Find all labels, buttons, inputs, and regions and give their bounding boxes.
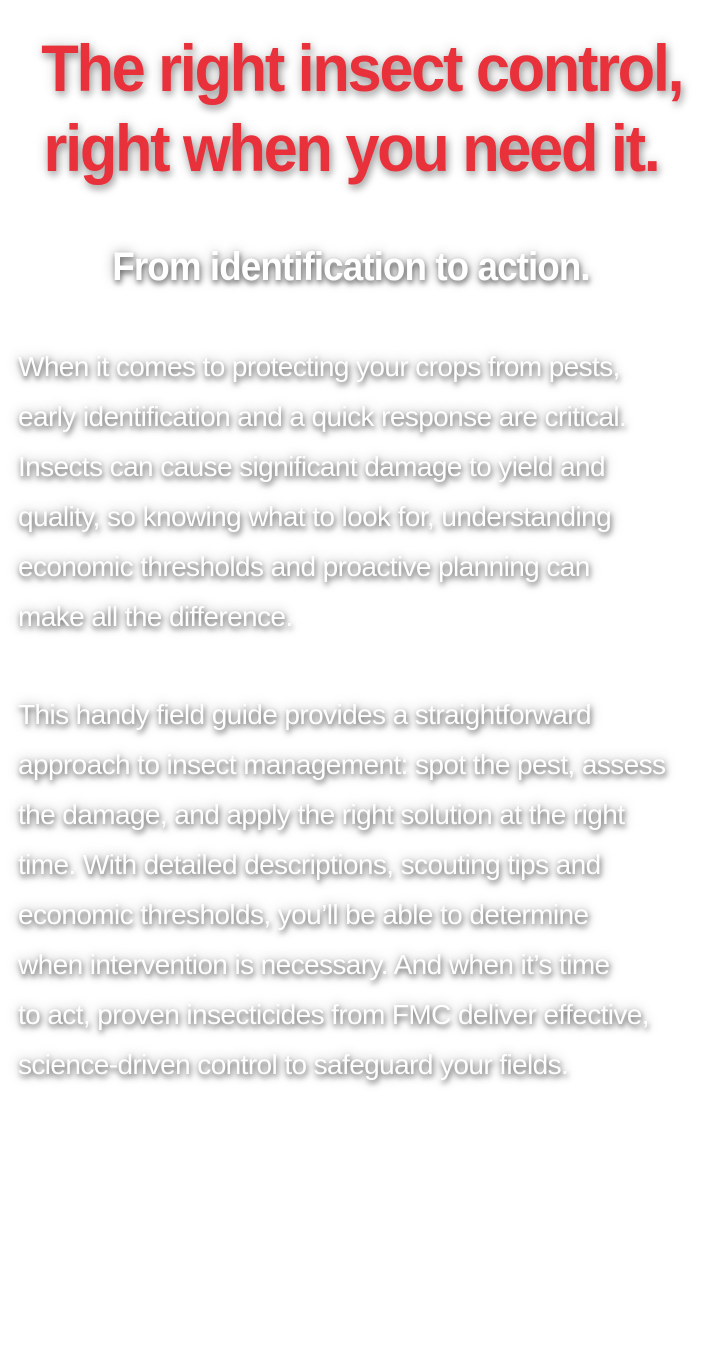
paragraph-line: when intervention is necessary. And when it’s time [18,949,610,980]
headline-line-2: right when you need it. [43,111,659,185]
paragraph-line: quality, so knowing what to look for, understanding [18,501,612,532]
paragraph-line: Insects can cause significant damage to yield and [18,451,605,482]
paragraph-line: science-driven control to safeguard your fields. [18,1049,569,1080]
subheading: From identification to action. [112,245,590,289]
headline-line-1: The right insect control, [41,31,683,105]
paragraph-line: to act, proven insecticides from FMC deliver effective, [18,999,649,1030]
paragraph-line: time. With detailed descriptions, scouting tips and [18,849,601,880]
paragraph-line: This handy field guide provides a straightforward [18,699,591,730]
paragraph-line: When it comes to protecting your crops from pests, [18,351,620,382]
paragraph-line: the damage, and apply the right solution at the right [18,799,625,830]
intro-paragraph [18,342,684,642]
headline [41,28,683,188]
paragraph-line: economic thresholds and proactive planning can [18,551,590,582]
paragraph-line: economic thresholds, you’ll be able to determine [18,899,589,930]
paragraph-line: early identification and a quick response are critical. [18,401,627,432]
guide-paragraph [18,690,684,1090]
paragraph-line: make all the difference. [18,601,293,632]
paragraph-line: approach to insect management: spot the pest, assess [18,749,666,780]
